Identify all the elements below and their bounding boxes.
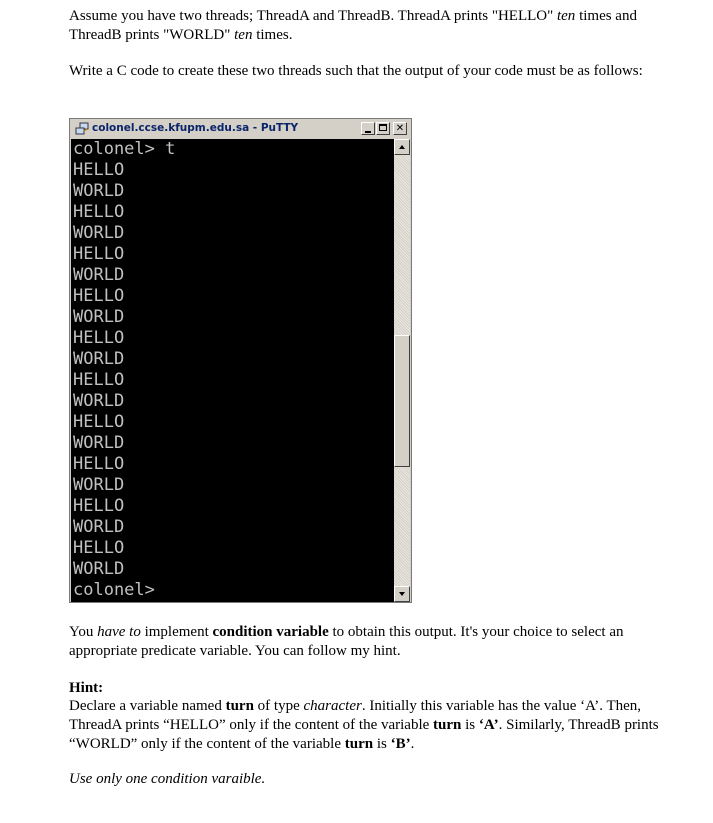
terminal-line: WORLD [73,391,125,411]
terminal-line: HELLO [73,286,125,306]
intro-text-1: Assume you have two threads; ThreadA and ThreadB. ThreadA prints "HELLO" [69,8,557,24]
intro-text-3: times. [252,27,293,43]
terminal-output[interactable] [71,139,394,602]
scroll-up-button[interactable] [394,139,410,155]
hint-value-a: ‘A’ [478,717,499,733]
hint-text-2: of type [253,698,304,714]
intro-ten-2: ten [234,27,253,43]
terminal-line: HELLO [73,454,125,474]
minimize-button[interactable] [361,122,375,135]
vertical-scrollbar[interactable] [394,139,410,602]
terminal-line: WORLD [73,181,125,201]
putty-window [69,118,412,603]
close-icon: ✕ [395,123,405,134]
req-condition-variable: condition variable [212,624,329,640]
terminal-line: HELLO [73,412,125,432]
hint-value-b: ‘B’ [390,736,411,752]
terminal-line: HELLO [73,496,125,516]
hint-text-4: is [461,717,479,733]
minimize-icon [365,131,371,133]
req-text-3: to obtain this output. It's your choice to select an appropriate predicate variable. You can follow my hint. [69,624,624,659]
hint-type: character [303,698,362,714]
terminal-line: WORLD [73,433,125,453]
terminal-line: HELLO [73,244,125,264]
intro-paragraph [69,7,659,45]
scroll-down-button[interactable] [394,586,410,602]
hint-turn-1: turn [225,698,254,714]
maximize-icon [379,124,387,131]
hint-text-7: . [410,736,415,752]
req-text-1: You [69,624,98,640]
close-button[interactable] [393,122,407,135]
maximize-button[interactable] [376,122,390,135]
hint-turn-3: turn [344,736,374,752]
task-paragraph: Write a C code to create these two threads such that the output of your code must be as follows: [69,63,643,79]
arrow-up-icon [399,145,405,149]
terminal-line: HELLO [73,202,125,222]
hint-text-5: . Similarly, ThreadB prints “WORLD” only if the content of the variable [69,717,659,752]
terminal-line: WORLD [73,475,125,495]
footer-note: Use only one condition varaible. [69,771,266,787]
terminal-line: HELLO [73,370,125,390]
hint-heading: Hint: [69,680,104,696]
terminal-line: WORLD [73,265,125,285]
arrow-down-icon [399,592,405,596]
terminal-line: colonel> t [73,139,176,159]
scroll-thumb[interactable] [394,335,410,467]
terminal-line: WORLD [73,223,125,243]
terminal-line: HELLO [73,160,125,180]
hint-turn-2: turn [433,717,462,733]
hint-text-6: is [373,736,391,752]
putty-title: colonel.ccse.kfupm.edu.sa - PuTTY [92,122,299,134]
hint-paragraph [69,697,659,754]
putty-titlebar[interactable] [71,120,410,138]
req-text-2: implement [140,624,213,640]
requirement-paragraph [69,623,659,661]
terminal-line: HELLO [73,538,125,558]
intro-ten-1: ten [556,8,576,24]
terminal-line: WORLD [73,559,125,579]
terminal-line: WORLD [73,349,125,369]
intro-text-2: times and ThreadB prints "WORLD" [69,8,637,43]
terminal-line: HELLO [73,328,125,348]
terminal-line: WORLD [73,307,125,327]
terminal-line: colonel> [73,580,155,600]
req-have-to: have to [97,624,141,640]
hint-text-1: Declare a variable named [69,698,226,714]
putty-app-icon [75,122,89,136]
terminal-line: WORLD [73,517,125,537]
hint-text-3: . Initially this variable has the value ‘A’. Then, ThreadA prints “HELLO” only if the content of the variable [69,698,642,733]
